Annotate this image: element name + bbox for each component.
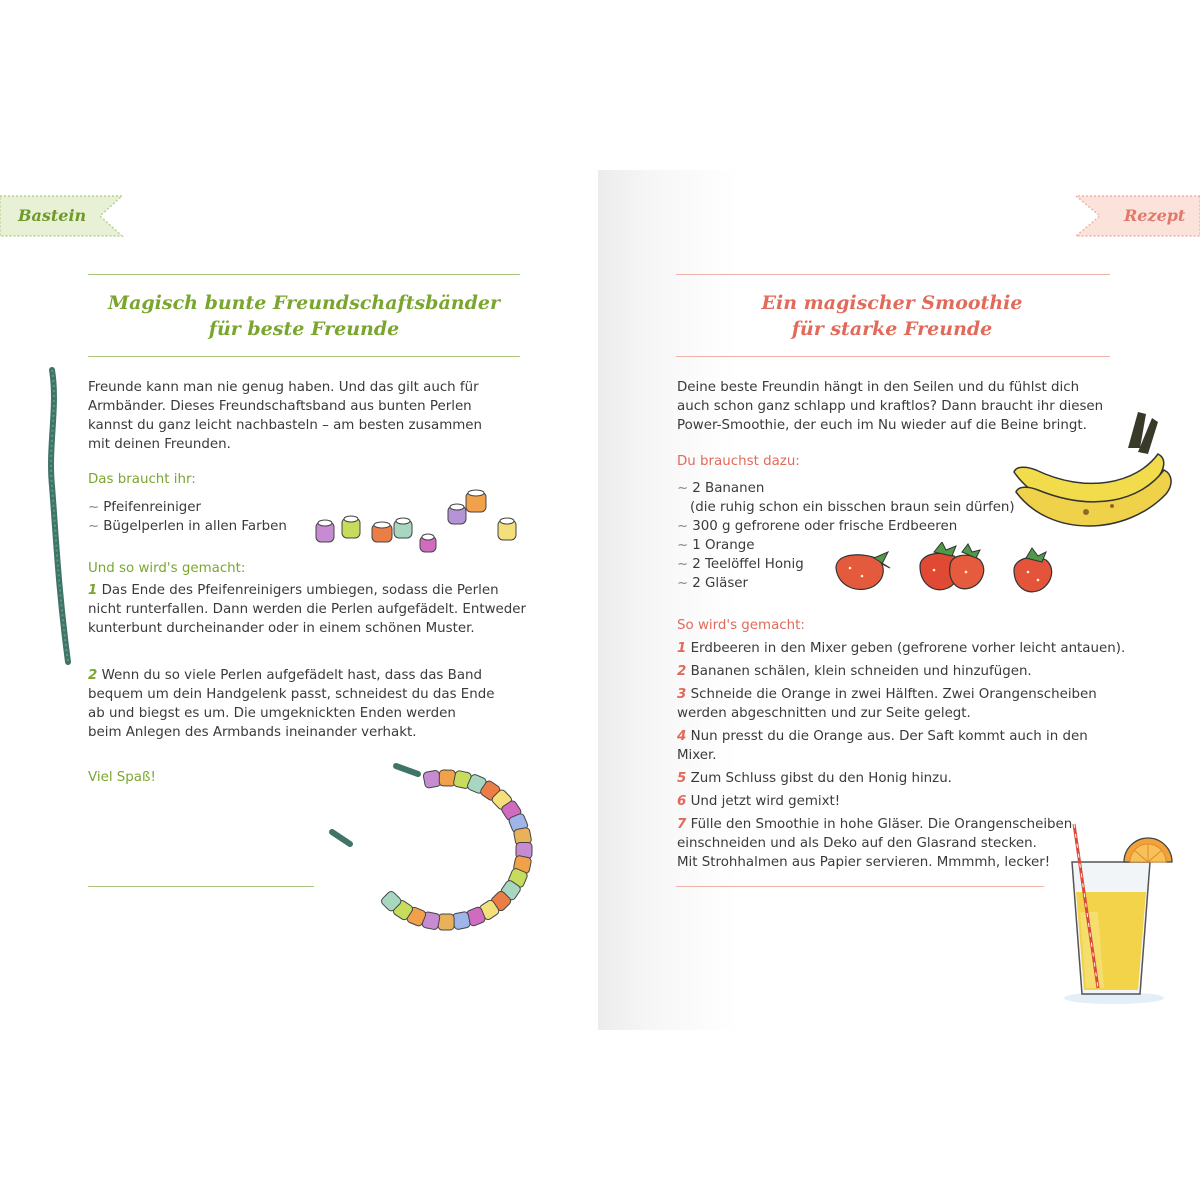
step-7 xyxy=(677,815,1072,872)
title-rule xyxy=(88,356,520,357)
section-ribbon-bastein xyxy=(0,194,124,238)
intro-line: kannst du ganz leicht nachbasteln – am besten zusammen xyxy=(88,418,483,433)
step-line: nicht runterfallen. Dann werden die Perlen aufgefädelt. Entweder xyxy=(88,602,526,617)
step-line: werden abgeschnitten und zur Seite gelegt. xyxy=(677,706,971,721)
step-line: Wenn du so viele Perlen aufgefädelt hast, dass das Band xyxy=(101,668,483,683)
left-page xyxy=(0,170,598,1030)
step-2 xyxy=(677,662,1032,681)
list-item-text: 2 Bananen xyxy=(692,481,765,496)
step-3 xyxy=(677,685,1097,723)
bracelet-bead xyxy=(438,914,454,930)
beads-icon xyxy=(312,486,524,560)
intro-line: Freunde kann man nie genug haben. Und das gilt auch für xyxy=(88,380,479,395)
ingredients-heading: Du brauchst dazu: xyxy=(677,454,800,469)
step-line: Mixer. xyxy=(677,748,717,763)
step-line: Schneide die Orange in zwei Hälften. Zwei Orangenscheiben xyxy=(690,687,1097,702)
list-item-text: Bügelperlen in allen Farben xyxy=(103,519,287,534)
list-item-text: 2 Teelöffel Honig xyxy=(692,557,804,572)
list-item: ~ Pfeifenreiniger xyxy=(88,500,202,515)
bracelet-bead xyxy=(439,770,455,786)
intro-line: Armbänder. Dieses Freundschaftsband aus bunten Perlen xyxy=(88,399,472,414)
list-item-text: Pfeifenreiniger xyxy=(103,500,202,515)
step-number: 4 xyxy=(677,729,687,744)
step-line: Nun presst du die Orange aus. Der Saft kommt auch in den xyxy=(690,729,1088,744)
title-rule xyxy=(676,356,1110,357)
step-number: 6 xyxy=(677,794,687,809)
intro-line: Deine beste Freundin hängt in den Seilen und du fühlst dich xyxy=(677,380,1080,395)
step-number: 5 xyxy=(677,771,687,786)
smoothie-glass-icon xyxy=(1054,822,1184,1006)
step-4 xyxy=(677,727,1088,765)
bracelet-icon xyxy=(326,760,546,956)
top-rule xyxy=(88,274,520,275)
step-line: Und jetzt wird gemixt! xyxy=(690,794,841,809)
step-1 xyxy=(677,639,1125,658)
list-item-text: 300 g gefrorene oder frische Erdbeeren xyxy=(692,519,958,534)
intro-line: mit deinen Freunden. xyxy=(88,437,231,452)
step-line: einschneiden und als Deko auf den Glasrand stecken. xyxy=(677,836,1037,851)
ribbon-label: Rezept xyxy=(1124,206,1186,225)
step-5 xyxy=(677,769,952,788)
step-number: 3 xyxy=(677,687,687,702)
steps-heading: Und so wird's gemacht: xyxy=(88,561,246,576)
materials-heading: Das braucht ihr: xyxy=(88,472,196,487)
intro-line: auch schon ganz schlapp und kraftlos? Dann braucht ihr diesen xyxy=(677,399,1104,414)
step-line: beim Anlegen des Armbands ineinander verhakt. xyxy=(88,725,417,740)
ribbon-label: Bastein xyxy=(18,206,87,225)
step-line: Bananen schälen, klein schneiden und hinzufügen. xyxy=(690,664,1032,679)
list-item-text: (die ruhig schon ein bisschen braun sein dürfen) xyxy=(690,500,1015,515)
intro-text xyxy=(88,378,482,454)
intro-line: Power-Smoothie, der euch im Nu wieder auf die Beine bringt. xyxy=(677,418,1087,433)
step-number: 1 xyxy=(88,583,98,598)
list-item: ~ 300 g gefrorene oder frische Erdbeeren xyxy=(677,519,958,534)
step-line: Das Ende des Pfeifenreinigers umbiegen, sodass die Perlen xyxy=(101,583,499,598)
list-item: ~ 2 Teelöffel Honig xyxy=(677,557,804,572)
page-title xyxy=(88,290,520,342)
step-line: ab und biegst es um. Die umgeknickten Enden werden xyxy=(88,706,456,721)
step-1 xyxy=(88,581,526,638)
materials-list xyxy=(88,498,287,536)
steps-heading: So wird's gemacht: xyxy=(677,618,805,633)
title-line: für beste Freunde xyxy=(208,318,400,340)
list-item-text: 1 Orange xyxy=(692,538,755,553)
bananas-icon xyxy=(1006,408,1180,544)
title-line: Magisch bunte Freundschaftsbänder xyxy=(108,292,500,314)
step-number: 1 xyxy=(677,641,687,656)
step-number: 2 xyxy=(88,668,98,683)
section-ribbon-rezept xyxy=(1074,194,1200,238)
list-item: ~ 2 Gläser xyxy=(677,576,749,591)
step-line: Zum Schluss gibst du den Honig hinzu. xyxy=(690,771,952,786)
list-item: ~ 2 Bananen xyxy=(677,481,765,496)
bracelet-bead xyxy=(423,770,442,789)
step-line: Fülle den Smoothie in hohe Gläser. Die Orangenscheiben xyxy=(690,817,1073,832)
bracelet-bead xyxy=(452,911,471,930)
title-line: Ein magischer Smoothie xyxy=(761,292,1023,314)
bottom-rule xyxy=(676,886,1044,887)
page-title xyxy=(676,290,1108,342)
step-6 xyxy=(677,792,840,811)
strawberries-icon xyxy=(830,542,1058,598)
list-item-text: 2 Gläser xyxy=(692,576,749,591)
bottom-rule xyxy=(88,886,314,887)
closing-text: Viel Spaß! xyxy=(88,770,156,785)
title-line: für starke Freunde xyxy=(791,318,993,340)
right-page xyxy=(598,170,1200,1030)
list-item-note xyxy=(677,498,1015,517)
top-rule xyxy=(676,274,1110,275)
pipe-cleaner-icon xyxy=(34,366,78,666)
list-item: ~ Bügelperlen in allen Farben xyxy=(88,519,287,534)
step-number: 7 xyxy=(677,817,687,832)
step-line: bequem um dein Handgelenk passt, schneidest du das Ende xyxy=(88,687,495,702)
step-2 xyxy=(88,666,495,742)
step-line: Erdbeeren in den Mixer geben (gefrorene vorher leicht antauen). xyxy=(690,641,1126,656)
list-item: ~ 1 Orange xyxy=(677,538,755,553)
step-number: 2 xyxy=(677,664,687,679)
step-line: Mit Strohhalmen aus Papier servieren. Mmmmh, lecker! xyxy=(677,855,1051,870)
step-line: kunterbunt durcheinander oder in einem schönen Muster. xyxy=(88,621,475,636)
